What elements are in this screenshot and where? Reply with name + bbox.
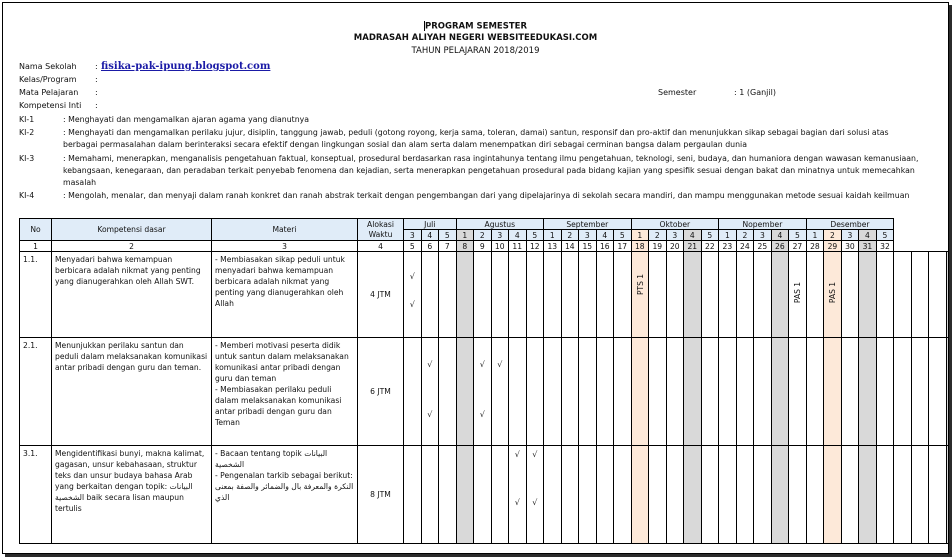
week-cell: 1	[456, 230, 474, 241]
check-mark: √	[479, 410, 485, 419]
ki-heading: Kompetensi Inti	[19, 101, 82, 110]
table-body	[20, 252, 950, 544]
week-slot	[789, 338, 807, 446]
week-slot	[404, 446, 422, 544]
check-mark: √	[532, 450, 538, 459]
week-slot	[929, 252, 947, 338]
doc-title: PROGRAM SEMESTER	[425, 21, 527, 32]
subject-label: Mata Pelajaran	[19, 88, 79, 97]
week-slot	[509, 252, 527, 338]
week-cell: 4	[509, 230, 527, 241]
week-slot	[946, 252, 949, 338]
index-cell: 14	[561, 241, 579, 252]
school-label: Nama Sekolah	[19, 62, 77, 71]
week-slot	[614, 338, 632, 446]
index-cell: 7	[439, 241, 457, 252]
colon: :	[95, 75, 98, 84]
semester-label: Semester	[658, 88, 697, 97]
ki-1	[19, 114, 924, 126]
week-slot	[421, 252, 439, 338]
week-slot	[929, 446, 947, 544]
school-link[interactable]: fisika-pak-ipung.blogspot.com	[101, 61, 271, 72]
week-slot	[614, 446, 632, 544]
alokasi-waktu: 8 JTM	[358, 446, 404, 544]
week-cell: 4	[684, 230, 702, 241]
materi-item: - Membiasakan sikap peduli untuk menyadari bahwa kemampuan berbicara adalah nikmat yang penting yang dianugerahkan oleh Allah	[215, 255, 345, 308]
week-slot	[911, 338, 929, 446]
col-materi: Materi	[212, 219, 358, 241]
col-no: No	[20, 219, 52, 241]
week-slot	[544, 446, 562, 544]
index-cell: 3	[212, 241, 358, 252]
index-cell: 28	[806, 241, 824, 252]
week-slot	[719, 252, 737, 338]
table-row	[20, 338, 950, 446]
index-cell: 1	[20, 241, 52, 252]
week-slot	[894, 338, 912, 446]
colon: :	[95, 88, 98, 97]
week-slot	[946, 446, 949, 544]
check-mark: √	[409, 272, 415, 281]
index-cell: 25	[754, 241, 772, 252]
month-row	[20, 219, 950, 230]
week-slot	[666, 252, 684, 338]
week-cell: 1	[719, 230, 737, 241]
ki-heading-row	[19, 101, 419, 113]
week-cell: 2	[474, 230, 492, 241]
index-row	[20, 241, 950, 252]
academic-year: TAHUN PELAJARAN 2018/2019	[411, 46, 540, 56]
alokasi-waktu: 4 JTM	[358, 252, 404, 338]
week-slot	[876, 446, 894, 544]
week-cell: 3	[579, 230, 597, 241]
materi	[212, 446, 358, 544]
check-mark: √	[427, 360, 433, 369]
week-slot	[631, 338, 649, 446]
materi-item: - Membiasakan perilaku peduli dalam melaksanakan komunikasi antar pribadi dengan guru dan Teman	[215, 385, 342, 427]
index-cell: 9	[474, 241, 492, 252]
week-slot	[596, 446, 614, 544]
week-slot	[841, 252, 859, 338]
week-slot	[736, 252, 754, 338]
week-slot	[439, 446, 457, 544]
index-cell: 29	[824, 241, 842, 252]
index-cell: 18	[631, 241, 649, 252]
ki-text: : Menghayati dan mengamalkan perilaku jujur, disiplin, tanggung jawab, peduli (gotong royong, kerja sama, toleran, damai) santun, responsif dan pro-aktif dan menunjukkan sikap sebagai bagian dari solusi atas berbagai permasalahan dalam berinteraksi secara efektif dengan lingkungan sosial dan alam serta dalam menempatkan diri sebagai cerminan bangsa dalam pergaulan dunia	[63, 128, 889, 149]
index-cell: 15	[579, 241, 597, 252]
week-slot	[509, 446, 527, 544]
check-mark: √	[497, 360, 503, 369]
index-cell: 23	[719, 241, 737, 252]
ki-text: : Memahami, menerapkan, menganalisis pengetahuan faktual, konseptual, prosedural berdasarkan rasa ingintahunya tentang ilmu pengetahuan, teknologi, seni, budaya, dan humaniora dengan wawasan kemanusiaan, kebangsaan, kenegaraan, dan peradaban terkait penyebab fenomena dan kejadian, serta menerapkan pengetahuan prosedural pada bidang kajian yang spesifik sesuai dengan bakat dan minatnya untuk memecahkan masalah	[63, 154, 919, 187]
month-agustus: Agustus	[456, 219, 544, 230]
week-slot	[544, 338, 562, 446]
week-slot	[456, 338, 474, 446]
semester-row	[658, 88, 858, 100]
week-slot	[911, 252, 929, 338]
week-slot	[649, 252, 667, 338]
index-cell: 22	[701, 241, 719, 252]
week-slot	[579, 446, 597, 544]
index-cell: 21	[684, 241, 702, 252]
week-cell: 3	[666, 230, 684, 241]
week-slot	[649, 446, 667, 544]
ki-code: KI-4	[19, 191, 35, 200]
week-cell: 3	[404, 230, 422, 241]
week-cell: 3	[754, 230, 772, 241]
week-slot	[474, 446, 492, 544]
week-cell: 5	[439, 230, 457, 241]
index-cell: 30	[841, 241, 859, 252]
week-slot	[526, 338, 544, 446]
pas-label: PAS 1	[828, 282, 838, 304]
week-slot	[806, 338, 824, 446]
check-mark: √	[514, 450, 520, 459]
table-row	[20, 252, 950, 338]
week-slot	[439, 252, 457, 338]
month-desember: Desember	[806, 219, 894, 230]
colon: :	[95, 62, 98, 71]
week-cell: 4	[421, 230, 439, 241]
ki-3	[19, 153, 924, 189]
class-row	[19, 75, 419, 87]
week-slot	[561, 446, 579, 544]
week-slot	[736, 338, 754, 446]
index-cell: 32	[876, 241, 894, 252]
week-slot	[684, 338, 702, 446]
school-heading: MADRASAH ALIYAH NEGERI WEBSITEEDUKASI.COM	[353, 33, 598, 43]
week-slot	[701, 252, 719, 338]
week-slot	[561, 252, 579, 338]
check-mark: √	[514, 498, 520, 507]
week-cell: 2	[561, 230, 579, 241]
month-juli: Juli	[404, 219, 457, 230]
check-mark: √	[427, 410, 433, 419]
week-slot	[894, 252, 912, 338]
week-cell: 5	[614, 230, 632, 241]
ki-code: KI-2	[19, 128, 35, 137]
week-slot	[596, 252, 614, 338]
week-slot	[404, 338, 422, 446]
week-slot	[789, 446, 807, 544]
week-cell: 5	[876, 230, 894, 241]
index-cell: 2	[52, 241, 212, 252]
week-cell: 1	[544, 230, 562, 241]
index-cell: 13	[544, 241, 562, 252]
index-cell: 10	[491, 241, 509, 252]
index-cell: 6	[421, 241, 439, 252]
week-slot	[491, 446, 509, 544]
row-number: 2.1.	[20, 338, 52, 446]
week-slot	[579, 338, 597, 446]
week-slot	[701, 446, 719, 544]
week-slot	[754, 252, 772, 338]
week-slot	[509, 338, 527, 446]
week-slot	[491, 252, 509, 338]
col-kd: Kompetensi dasar	[52, 219, 212, 241]
week-slot	[859, 252, 877, 338]
week-cell: 5	[701, 230, 719, 241]
week-slot	[841, 446, 859, 544]
week-slot	[631, 446, 649, 544]
materi-item: - Pengenalan tarkib sebagai berikut: النكرة والمعرفة بال والضمائر والصفة بمعنى الذي	[215, 471, 354, 502]
week-cell: 2	[649, 230, 667, 241]
week-slot	[491, 338, 509, 446]
week-slot	[544, 252, 562, 338]
pas-label: PAS 1	[793, 282, 803, 304]
week-slot	[719, 338, 737, 446]
index-cell: 16	[596, 241, 614, 252]
week-slot	[404, 252, 422, 338]
week-slot	[719, 446, 737, 544]
index-cell: 8	[456, 241, 474, 252]
week-slot	[474, 338, 492, 446]
week-slot	[894, 446, 912, 544]
week-cell: 1	[631, 230, 649, 241]
index-cell: 24	[736, 241, 754, 252]
class-label: Kelas/Program	[19, 75, 77, 84]
semester-value: : 1 (Ganjil)	[734, 88, 776, 97]
check-mark: √	[532, 498, 538, 507]
index-cell: 17	[614, 241, 632, 252]
pts-label: PTS 1	[635, 274, 645, 296]
month-nopember: Nopember	[719, 219, 807, 230]
kompetensi-dasar: Menunjukkan perilaku santun dan peduli dalam melaksanakan komunikasi antar pribadi dengan guru dan teman.	[52, 338, 212, 446]
week-cell: 2	[736, 230, 754, 241]
week-slot	[561, 338, 579, 446]
index-cell: 5	[404, 241, 422, 252]
materi	[212, 338, 358, 446]
month-september: September	[544, 219, 632, 230]
week-slot	[824, 252, 842, 338]
week-slot	[684, 252, 702, 338]
week-slot	[526, 252, 544, 338]
week-slot	[421, 338, 439, 446]
week-slot	[771, 446, 789, 544]
week-slot	[474, 252, 492, 338]
materi-item: - Memberi motivasi peserta didik untuk santun dalam melaksanakan komunikasi antar pribadi dengan guru dan teman	[215, 341, 349, 383]
week-cell: 3	[841, 230, 859, 241]
month-oktober: Oktober	[631, 219, 719, 230]
program-semester-table	[19, 218, 949, 544]
week-cell: 3	[491, 230, 509, 241]
week-slot	[771, 252, 789, 338]
index-cell: 11	[509, 241, 527, 252]
week-slot	[526, 446, 544, 544]
kompetensi-dasar: Mengidentifikasi bunyi, makna kalimat, gagasan, unsur kebahasaan, struktur teks dan unsur budaya bahasa Arab yang berkaitan dengan topik: البيانات الشخصية baik secara lisan maupun tertulis	[52, 446, 212, 544]
ki-code: KI-1	[19, 115, 35, 124]
ki-4	[19, 190, 924, 214]
week-slot	[859, 446, 877, 544]
week-slot	[806, 252, 824, 338]
materi	[212, 252, 358, 338]
week-slot	[876, 338, 894, 446]
week-slot	[911, 446, 929, 544]
week-slot	[771, 338, 789, 446]
index-cell: 4	[358, 241, 404, 252]
week-slot	[946, 338, 949, 446]
week-slot	[684, 446, 702, 544]
week-cell: 2	[824, 230, 842, 241]
index-cell: 27	[789, 241, 807, 252]
ki-text: : Mengolah, menalar, dan menyaji dalam ranah konkret dan ranah abstrak terkait dengan pengembangan dari yang dipelajarinya di sekolah secara mandiri, dan mampu menggunakan metode sesuai kaidah keilmuan	[63, 191, 910, 200]
week-slot	[701, 338, 719, 446]
week-slot	[421, 446, 439, 544]
index-cell: 12	[526, 241, 544, 252]
week-slot	[754, 446, 772, 544]
week-slot	[666, 338, 684, 446]
document-frame	[2, 2, 949, 554]
week-slot	[666, 446, 684, 544]
school-row	[19, 62, 419, 74]
week-slot	[456, 446, 474, 544]
index-cell: 19	[649, 241, 667, 252]
colon: :	[95, 101, 98, 110]
week-slot	[596, 338, 614, 446]
week-cell: 5	[526, 230, 544, 241]
week-cell: 1	[806, 230, 824, 241]
week-slot	[439, 338, 457, 446]
week-slot	[841, 338, 859, 446]
ki-code: KI-3	[19, 154, 35, 163]
week-slot	[614, 252, 632, 338]
check-mark: √	[409, 300, 415, 309]
ki-2	[19, 127, 924, 151]
index-cell: 26	[771, 241, 789, 252]
week-slot	[649, 338, 667, 446]
row-number: 3.1.	[20, 446, 52, 544]
week-slot	[456, 252, 474, 338]
table-row	[20, 446, 950, 544]
week-slot	[824, 338, 842, 446]
week-slot	[631, 252, 649, 338]
materi-item: - Bacaan tentang topik البيانات الشخصية	[215, 449, 328, 469]
week-slot	[929, 338, 947, 446]
col-alokasi: Alokasi Waktu	[358, 219, 404, 241]
row-number: 1.1.	[20, 252, 52, 338]
week-slot	[789, 252, 807, 338]
subject-row	[19, 88, 419, 100]
ki-text: : Menghayati dan mengamalkan ajaran agama yang dianutnya	[63, 115, 310, 124]
week-slot	[859, 338, 877, 446]
index-cell: 31	[859, 241, 877, 252]
week-slot	[806, 446, 824, 544]
week-slot	[824, 446, 842, 544]
check-mark: √	[479, 360, 485, 369]
week-slot	[876, 252, 894, 338]
alokasi-waktu: 6 JTM	[358, 338, 404, 446]
week-slot	[754, 338, 772, 446]
week-cell: 4	[771, 230, 789, 241]
week-cell: 4	[596, 230, 614, 241]
week-slot	[736, 446, 754, 544]
kompetensi-dasar: Menyadari bahwa kemampuan berbicara adalah nikmat yang penting yang dianugerahkan oleh Allah SWT.	[52, 252, 212, 338]
week-cell: 5	[789, 230, 807, 241]
week-slot	[579, 252, 597, 338]
week-cell: 4	[859, 230, 877, 241]
index-cell: 20	[666, 241, 684, 252]
